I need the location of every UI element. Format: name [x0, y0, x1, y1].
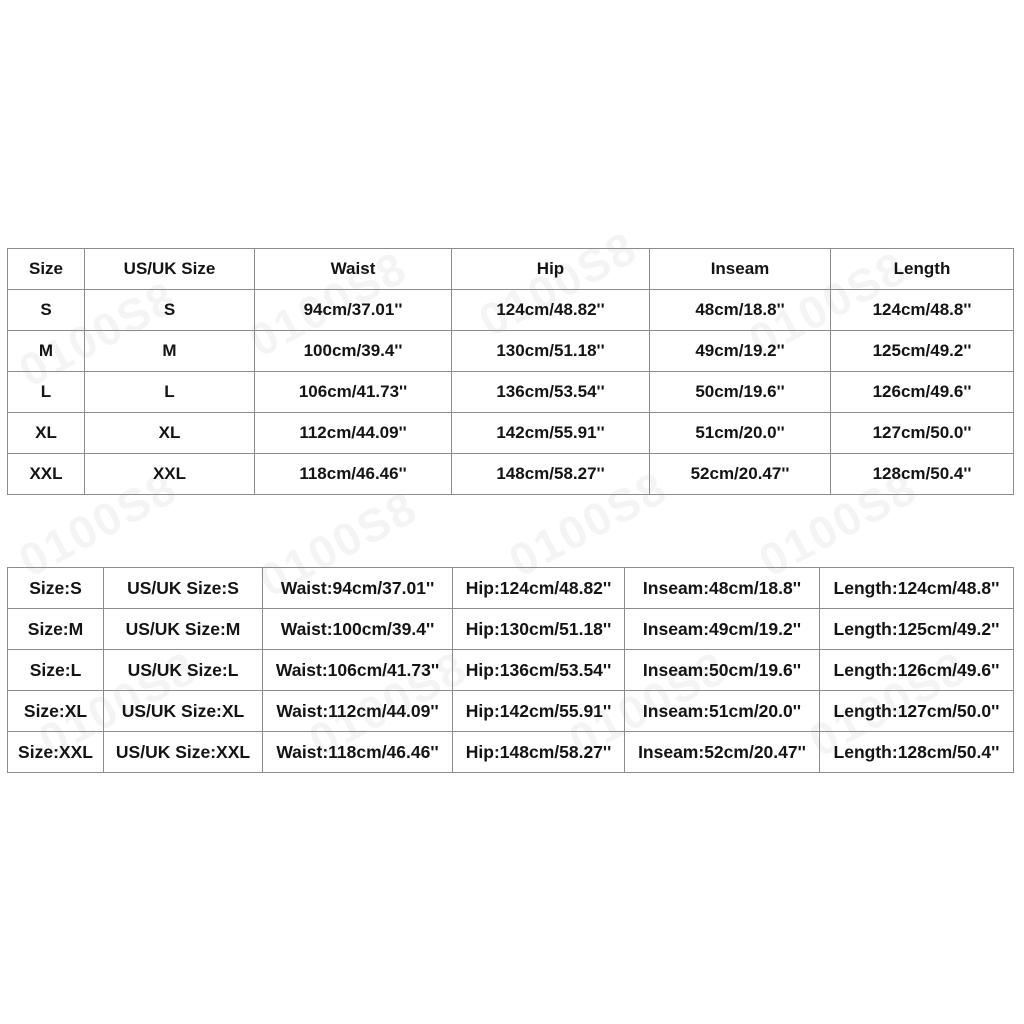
- cell-length: 125cm/49.2'': [831, 331, 1014, 372]
- cell-size: L: [8, 372, 85, 413]
- table-row: [8, 650, 1014, 691]
- cell-waist: 94cm/37.01'': [255, 290, 452, 331]
- cell-length: Length:125cm/49.2'': [820, 609, 1014, 650]
- cell-us-uk-size: US/UK Size:L: [104, 650, 263, 691]
- cell-size: Size:S: [8, 568, 104, 609]
- header-waist: Waist: [255, 249, 452, 290]
- cell-hip: 142cm/55.91'': [452, 413, 650, 454]
- cell-us-uk-size: S: [85, 290, 255, 331]
- cell-waist: 118cm/46.46'': [255, 454, 452, 495]
- cell-length: 128cm/50.4'': [831, 454, 1014, 495]
- cell-inseam: 52cm/20.47'': [650, 454, 831, 495]
- size-chart-table: [7, 248, 1014, 495]
- cell-us-uk-size: XL: [85, 413, 255, 454]
- cell-inseam: Inseam:50cm/19.6'': [625, 650, 820, 691]
- cell-inseam: 50cm/19.6'': [650, 372, 831, 413]
- cell-size: XL: [8, 413, 85, 454]
- table-row: [8, 372, 1014, 413]
- table-header-row: [8, 249, 1014, 290]
- cell-inseam: Inseam:51cm/20.0'': [625, 691, 820, 732]
- cell-us-uk-size: US/UK Size:XL: [104, 691, 263, 732]
- cell-us-uk-size: L: [85, 372, 255, 413]
- cell-hip: 136cm/53.54'': [452, 372, 650, 413]
- table-row: [8, 609, 1014, 650]
- size-chart-body: [8, 249, 1014, 495]
- cell-us-uk-size: M: [85, 331, 255, 372]
- cell-waist: Waist:106cm/41.73'': [263, 650, 453, 691]
- cell-us-uk-size: XXL: [85, 454, 255, 495]
- cell-hip: 148cm/58.27'': [452, 454, 650, 495]
- cell-length: Length:124cm/48.8'': [820, 568, 1014, 609]
- cell-inseam: Inseam:48cm/18.8'': [625, 568, 820, 609]
- table-row: [8, 454, 1014, 495]
- size-chart-labeled-body: [8, 568, 1014, 773]
- cell-hip: 124cm/48.82'': [452, 290, 650, 331]
- table-row: [8, 732, 1014, 773]
- cell-length: 124cm/48.8'': [831, 290, 1014, 331]
- cell-length: 127cm/50.0'': [831, 413, 1014, 454]
- table-row: [8, 290, 1014, 331]
- cell-inseam: 48cm/18.8'': [650, 290, 831, 331]
- cell-inseam: Inseam:52cm/20.47'': [625, 732, 820, 773]
- cell-size: M: [8, 331, 85, 372]
- cell-hip: Hip:124cm/48.82'': [453, 568, 625, 609]
- cell-length: Length:127cm/50.0'': [820, 691, 1014, 732]
- size-chart-labeled-table: [7, 567, 1014, 773]
- cell-waist: 100cm/39.4'': [255, 331, 452, 372]
- cell-length: 126cm/49.6'': [831, 372, 1014, 413]
- cell-size: Size:XXL: [8, 732, 104, 773]
- header-inseam: Inseam: [650, 249, 831, 290]
- cell-size: Size:XL: [8, 691, 104, 732]
- cell-hip: Hip:142cm/55.91'': [453, 691, 625, 732]
- cell-us-uk-size: US/UK Size:S: [104, 568, 263, 609]
- cell-length: Length:126cm/49.6'': [820, 650, 1014, 691]
- cell-waist: Waist:112cm/44.09'': [263, 691, 453, 732]
- cell-hip: Hip:136cm/53.54'': [453, 650, 625, 691]
- header-us-uk-size: US/UK Size: [85, 249, 255, 290]
- header-hip: Hip: [452, 249, 650, 290]
- header-size: Size: [8, 249, 85, 290]
- cell-waist: Waist:94cm/37.01'': [263, 568, 453, 609]
- cell-hip: 130cm/51.18'': [452, 331, 650, 372]
- header-length: Length: [831, 249, 1014, 290]
- cell-waist: 112cm/44.09'': [255, 413, 452, 454]
- cell-us-uk-size: US/UK Size:M: [104, 609, 263, 650]
- cell-waist: 106cm/41.73'': [255, 372, 452, 413]
- cell-us-uk-size: US/UK Size:XXL: [104, 732, 263, 773]
- cell-length: Length:128cm/50.4'': [820, 732, 1014, 773]
- table-row: [8, 568, 1014, 609]
- cell-inseam: 51cm/20.0'': [650, 413, 831, 454]
- cell-inseam: Inseam:49cm/19.2'': [625, 609, 820, 650]
- cell-waist: Waist:100cm/39.4'': [263, 609, 453, 650]
- cell-inseam: 49cm/19.2'': [650, 331, 831, 372]
- cell-size: Size:M: [8, 609, 104, 650]
- table-row: [8, 413, 1014, 454]
- cell-hip: Hip:130cm/51.18'': [453, 609, 625, 650]
- table-row: [8, 331, 1014, 372]
- table-row: [8, 691, 1014, 732]
- cell-size: Size:L: [8, 650, 104, 691]
- cell-waist: Waist:118cm/46.46'': [263, 732, 453, 773]
- cell-size: S: [8, 290, 85, 331]
- cell-hip: Hip:148cm/58.27'': [453, 732, 625, 773]
- cell-size: XXL: [8, 454, 85, 495]
